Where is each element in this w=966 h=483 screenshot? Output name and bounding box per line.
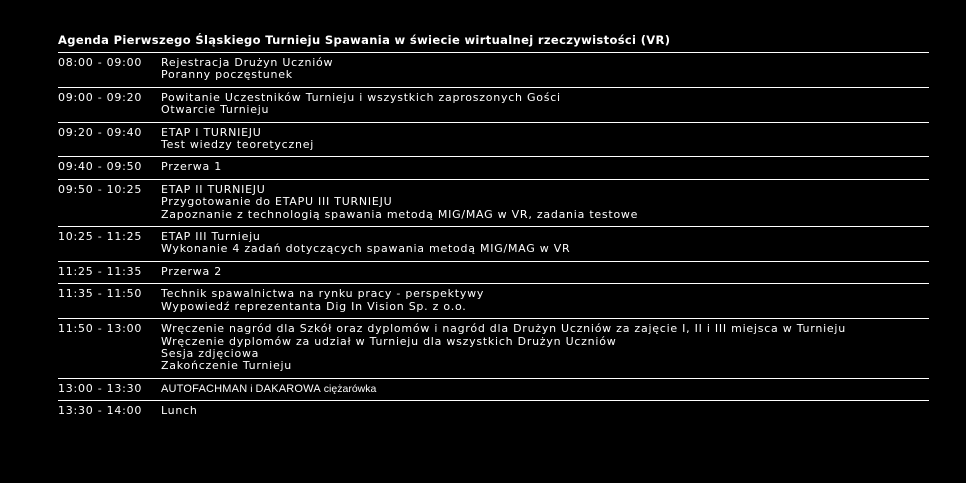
time-slot: 09:20 - 09:40 [58,125,143,139]
activity-description [161,405,929,417]
agenda-row-1125 [58,262,929,284]
agenda-row-1150 [58,319,929,379]
time-slot: 08:00 - 09:00 [58,56,143,69]
activity-line: Wypowiedź reprezentanta Dig In Vision Sp. z o.o. [161,299,467,313]
activity-line: Otwarcie Turnieju [161,103,270,117]
time-slot: 11:50 - 13:00 [58,322,143,336]
activity-line: Poranny poczęstunek [161,68,293,82]
time-slot: 11:35 - 11:50 [58,287,143,301]
agenda-row-0900 [58,88,929,123]
brand-autofachman: AUTOFACHMAN [161,382,248,395]
activity-line: Przerwa 2 [161,264,223,278]
activity-line: Przerwa 1 [161,160,223,174]
activity-line: Lunch [161,404,198,418]
agenda-row-0920 [58,123,929,158]
activity-line: ETAP II TURNIEJU [161,182,266,196]
agenda-row-1135 [58,284,929,319]
activity-description [161,383,929,395]
brand-suffix: ciężarówka [320,382,377,395]
agenda-row-1025 [58,227,929,262]
brand-connector: i [247,382,256,395]
activity-description [161,323,929,373]
agenda-row-0950 [58,180,929,227]
activity-line: ETAP I TURNIEJU [161,125,262,139]
activity-line: Rejestracja Drużyn Uczniów [161,56,334,69]
time-slot: 13:00 - 13:30 [58,381,143,395]
activity-description [161,127,929,152]
activity-line: Zapoznanie z technologią spawania metodą MIG/MAG w VR, zadania testowe [161,207,639,221]
activity-line: Technik spawalnictwa na rynku pracy - perspektywy [161,287,485,301]
agenda-row-1330 [58,401,929,422]
activity-line: Wykonanie 4 zadań dotyczących spawania metodą MIG/MAG w VR [161,242,571,256]
agenda-row-0940 [58,157,929,179]
activity-line [161,383,929,395]
activity-line: Wręczenie nagród dla Szkół oraz dyplomów i nagród dla Drużyn Uczniów za zajęcie I, II i III miejsca w Turnieju [161,322,846,336]
activity-line: Powitanie Uczestników Turnieju i wszystkich zaproszonych Gości [161,90,561,104]
activity-description [161,231,929,256]
activity-description [161,184,929,221]
agenda-row-0800 [58,53,929,88]
activity-description [161,266,929,278]
agenda-title: Agenda Pierwszego Śląskiego Turnieju Spawania w świecie wirtualnej rzeczywistości (VR) [58,32,929,53]
time-slot: 13:30 - 14:00 [58,404,143,418]
activity-description [161,92,929,117]
time-slot: 09:00 - 09:20 [58,90,143,104]
activity-description [161,57,929,82]
activity-line: ETAP III Turnieju [161,230,261,244]
brand-dakarowa: DAKAROWA [255,382,321,395]
activity-line: Przygotowanie do ETAPU III TURNIEJU [161,195,393,209]
activity-description [161,288,929,313]
activity-line: Sesja zdjęciowa [161,346,260,360]
activity-line: Zakończenie Turnieju [161,359,293,373]
activity-description [161,161,929,173]
time-slot: 10:25 - 11:25 [58,230,143,244]
agenda-row-1300 [58,379,929,401]
activity-line: Test wiedzy teoretycznej [161,138,315,152]
activity-line: Wręczenie dyplomów za udział w Turnieju dla wszystkich Drużyn Uczniów [161,334,617,348]
agenda [58,32,929,423]
time-slot: 09:40 - 09:50 [58,160,143,174]
time-slot: 11:25 - 11:35 [58,264,143,278]
time-slot: 09:50 - 10:25 [58,182,143,196]
